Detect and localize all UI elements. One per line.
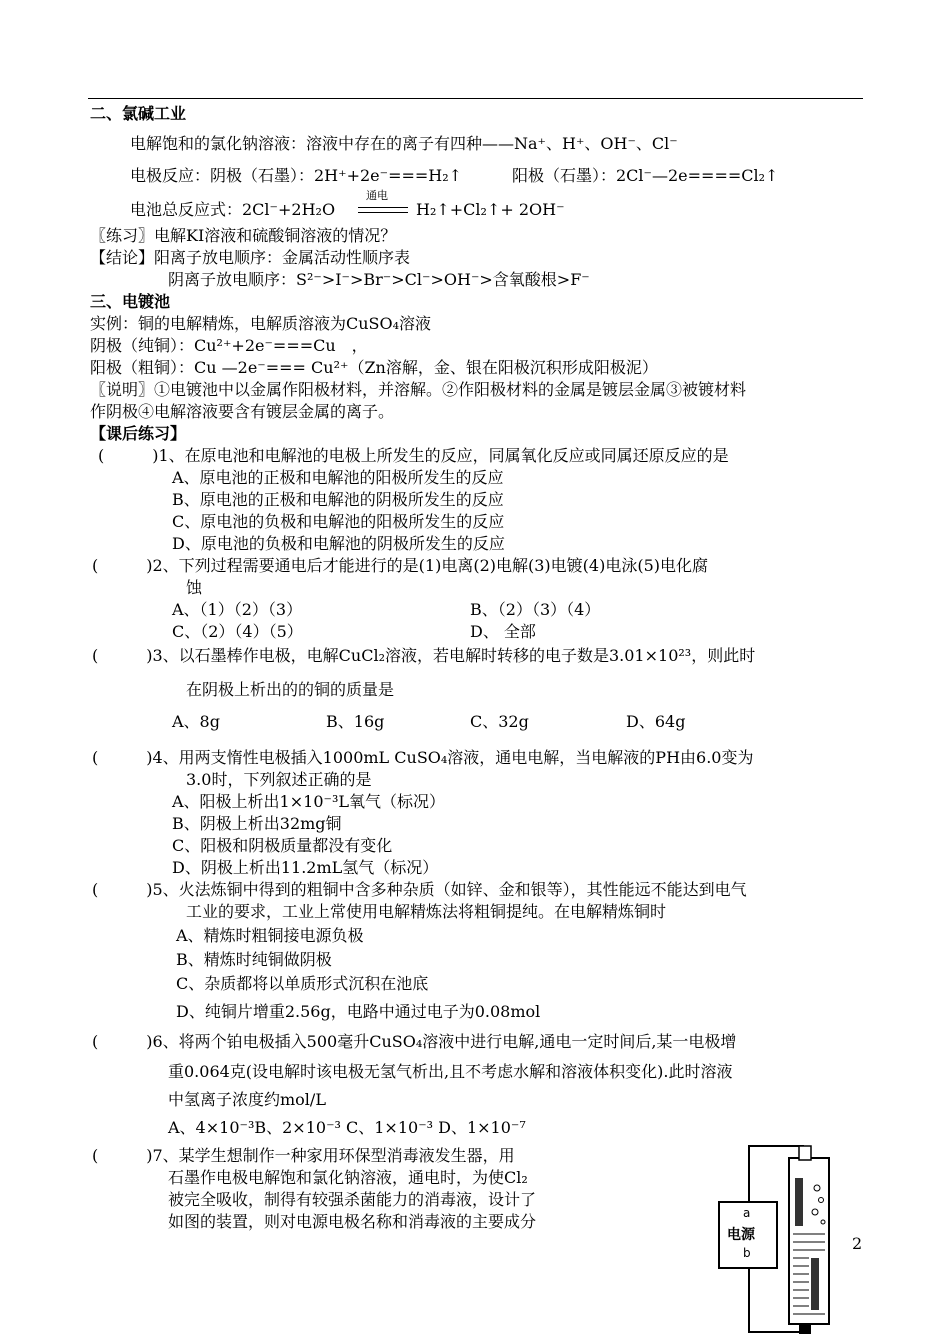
question-1-stem: ( )1、在原电池和电解池的电极上所发生的反应，同属氧化反应或同属还原反应的是: [98, 446, 729, 465]
question-7-line: 被完全吸收，制得有较强杀菌能力的消毒液，设计了: [168, 1190, 537, 1209]
equals-sign: [358, 207, 408, 213]
option: C、原电池的负极和电解池的阳极所发生的反应: [172, 512, 505, 531]
question-7-line: 石墨作电极电解饱和氯化钠溶液，通电时，为使Cl₂: [168, 1168, 528, 1187]
text-line: 〖说明〗①电镀池中以金属作阳极材料，并溶解。②作阳极材料的金属是镀层金属③被镀材料: [90, 380, 747, 399]
option: A、（1）（2）（3）: [172, 600, 303, 619]
question-6-stem-cont: 中氢离子浓度约mol/L: [168, 1090, 326, 1109]
question-2-stem-cont: 蚀: [186, 578, 203, 597]
question-7-line: ( )7、某学生想制作一种家用环保型消毒液发生器，用: [92, 1146, 515, 1165]
text-line: 电池总反应式：2Cl⁻+2H₂O: [130, 200, 336, 219]
reaction-condition-label: 通电: [366, 189, 388, 202]
option: D、64g: [626, 712, 686, 731]
option: D、 全部: [470, 622, 536, 641]
text-line: 【结论】阳离子放电顺序：金属活动性顺序表: [90, 248, 411, 267]
question-6-stem: ( )6、将两个铂电极插入500毫升CuSO₄溶液中进行电解,通电一定时间后,某一电极增: [92, 1032, 737, 1051]
question-5-stem-cont: 工业的要求，工业上常使用电解精炼法将粗铜提纯。在电解精炼铜时: [186, 902, 667, 921]
option: B、阴极上析出32mg铜: [172, 814, 342, 833]
terminal-a-label: a: [743, 1206, 751, 1220]
text-line: 实例：铜的电解精炼，电解质溶液为CuSO₄溶液: [90, 314, 432, 333]
page-number: 2: [852, 1234, 863, 1253]
option: B、16g: [326, 712, 385, 731]
option: C、杂质都将以单质形式沉积在池底: [176, 974, 429, 993]
section-heading-electroplating: 三、电镀池: [90, 292, 171, 311]
option: A、8g: [172, 712, 220, 731]
question-2-stem: ( )2、下列过程需要通电后才能进行的是(1)电离(2)电解(3)电镀(4)电泳(5)电化腐: [92, 556, 708, 575]
power-source-label: 电源: [727, 1227, 755, 1243]
text-line: 电解饱和的氯化钠溶液：溶液中存在的离子有四种——Na⁺、H⁺、OH⁻、Cl⁻: [130, 134, 678, 153]
option: C、阳极和阴极质量都没有变化: [172, 836, 393, 855]
text-line: 电极反应：阴极（石墨）：2H⁺+2e⁻===H₂↑: [130, 166, 463, 185]
section-heading-chlor-alkali: 二、氯碱工业: [90, 104, 187, 123]
option: D、阴极上析出11.2mL氢气（标况）: [172, 858, 439, 877]
terminal-b-label: b: [743, 1246, 751, 1260]
question-3-stem-cont: 在阴极上析出的的铜的质量是: [186, 680, 395, 699]
question-4-stem: ( )4、用两支惰性电极插入1000mL CuSO₄溶液，通电电解，当电解液的PH由6.0变为: [92, 748, 754, 767]
option: D、纯铜片增重2.56g，电路中通过电子为0.08mol: [176, 1002, 541, 1021]
option: A、精炼时粗铜接电源负极: [176, 926, 364, 945]
header-rule: [88, 98, 863, 99]
question-6-stem-cont: 重0.064克(设电解时该电极无氢气析出,且不考虑水解和溶液体积变化).此时溶液: [168, 1062, 733, 1081]
homework-heading: 【课后练习】: [90, 424, 187, 443]
option: A、原电池的正极和电解池的阳极所发生的反应: [172, 468, 504, 487]
option: B、（2）（3）（4）: [470, 600, 601, 619]
option-line: A、4×10⁻³B、2×10⁻³ C、1×10⁻³ D、1×10⁻⁷: [168, 1118, 526, 1137]
text-line: 作阴极④电解溶液要含有镀层金属的离子。: [90, 402, 395, 421]
option: B、原电池的正极和电解池的阴极所发生的反应: [172, 490, 504, 509]
question-7-line: 如图的装置，则对电源电极名称和消毒液的主要成分: [168, 1212, 537, 1231]
option: D、原电池的负极和电解池的阴极所发生的反应: [172, 534, 505, 553]
text-line: 阳极（石墨）：2Cl⁻—2e====Cl₂↑: [512, 166, 779, 185]
option: C、（2）（4）（5）: [172, 622, 303, 641]
text-line: 阴离子放电顺序：S²⁻>I⁻>Br⁻>Cl⁻>OH⁻>含氧酸根>F⁻: [168, 270, 590, 289]
question-4-stem-cont: 3.0时，下列叙述正确的是: [186, 770, 372, 789]
question-3-stem: ( )3、以石墨棒作电极，电解CuCl₂溶液，若电解时转移的电子数是3.01×10²³，则此时: [92, 646, 756, 665]
option: A、阳极上析出1×10⁻³L氧气（标况）: [172, 792, 445, 811]
text-line: H₂↑+Cl₂↑+ 2OH⁻: [416, 200, 565, 219]
text-line: 〖练习〗电解KI溶液和硫酸铜溶液的情况？: [90, 226, 397, 245]
question-5-stem: ( )5、火法炼铜中得到的粗铜中含多种杂质（如锌、金和银等），其性能远不能达到电气: [92, 880, 747, 899]
option: B、精炼时纯铜做阴极: [176, 950, 332, 969]
option: C、32g: [470, 712, 529, 731]
text-line: 阳极（粗铜）：Cu —2e⁻=== Cu²⁺（Zn溶解，金、银在阳极沉积形成阳极泥）: [90, 358, 658, 377]
text-line: 阴极（纯铜）：Cu²⁺+2e⁻===Cu ，: [90, 336, 368, 355]
electrolysis-apparatus-figure: [713, 1138, 855, 1338]
